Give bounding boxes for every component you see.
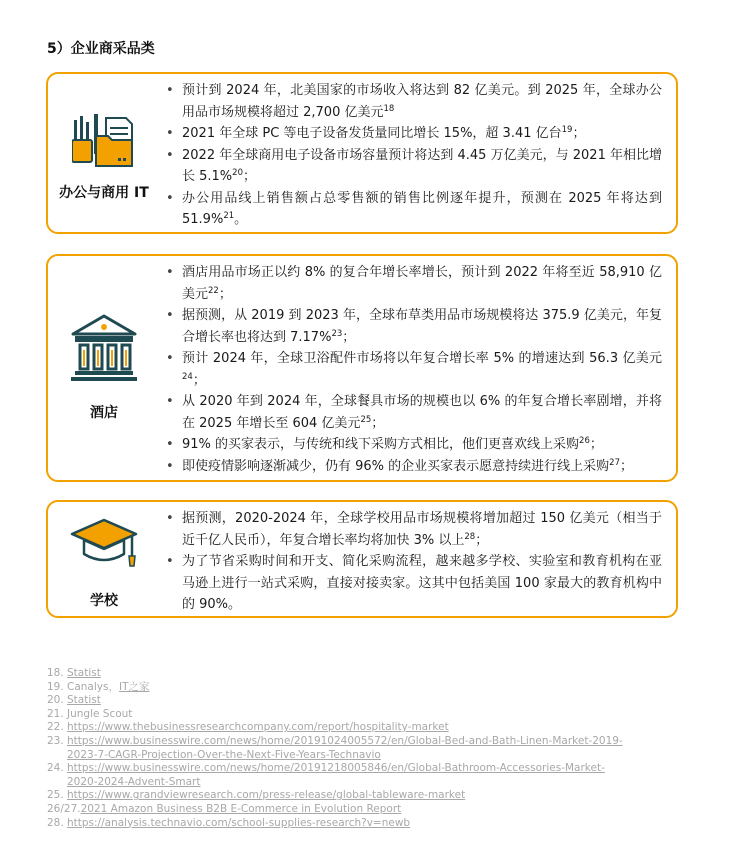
footnote-link[interactable]: https://www.businesswire.com/news/home/20191218005846/en/Global-Bathroom-Accessories-Market-: [67, 762, 605, 775]
footnote-link[interactable]: IT之家: [118, 680, 150, 693]
graduation-cap-icon: [66, 516, 142, 576]
list-item: • 2021 年全球 PC 等电子设备发货量同比增长 15%，超 3.41 亿台$^{19}$；: [166, 123, 662, 145]
footnote-link-continued[interactable]: 2023-7-CAGR-Projection-Over-the-Next-Five-Years-Technavio: [67, 748, 381, 761]
footnote-ref: 22: [208, 285, 219, 296]
footnote-link[interactable]: Statist: [67, 667, 101, 679]
footnote-link[interactable]: https://analysis.technavio.com/school-supplies-research?v=newb: [67, 816, 411, 829]
footnote: 22. https://www.thebusinessresearchcompany.com/report/hospitality-market: [47, 721, 449, 734]
footnote: 21. Jungle Scout: [47, 707, 133, 720]
footnote-ref: 27: [609, 457, 620, 468]
list-item: • 办公用品线上销售额占总零售额的销售比例逐年提升，预测在 2025 年将达到 51.9%$^{21}$。: [166, 188, 662, 231]
footnote: 26/27.2021 Amazon Business B2B E-Commerce in Evolution Report: [47, 802, 402, 815]
list-item: • 预计到 2024 年，北美国家的市场收入将达到 82 亿美元。到 2025 年，全球办公用品市场规模将超过 2,700 亿美元$^{18}$: [166, 80, 662, 123]
footnote-ref: 26: [579, 436, 590, 446]
bullet-list: [166, 80, 662, 231]
category-card-hotel: [46, 254, 678, 482]
footnote-link[interactable]: https://www.grandviewresearch.com/press-release/global-tableware-market: [67, 789, 466, 802]
footnote-link[interactable]: 2021 Amazon Business B2B E-Commerce in Evolution Report: [80, 802, 402, 815]
bullet-list: [166, 508, 662, 616]
category-label-column: [48, 74, 160, 232]
category-label: 学校: [90, 593, 118, 609]
section-heading: 5）企业商采品类: [47, 41, 155, 57]
list-item: • 预计 2024 年，全球卫浴配件市场将以年复合增长率 5% 的增速达到 56.3 亿美元$^{24}$；: [166, 348, 662, 391]
list-item: • 从 2020 年到 2024 年，全球餐具市场的规模也以 6% 的年复合增长率剧增，并将在 2025 年增长至 604 亿美元$^{25}$；: [166, 391, 662, 434]
category-label-column: [48, 502, 160, 616]
footnote-link[interactable]: Statist: [67, 694, 101, 707]
footnote: 18. Statist: [47, 667, 101, 679]
list-item: • 91% 的买家表示，与传统和线下采购方式相比，他们更喜欢线上采购$^{26}$；: [166, 434, 662, 456]
footnote-link-continued[interactable]: 2020-2024-Advent-Smart: [67, 775, 201, 788]
list-item: • 酒店用品市场正以约 8% 的复合年增长率增长，预计到 2022 年将至近 58,910 亿美元$^{22}$；: [166, 262, 662, 305]
footnote: 24. https://www.businesswire.com/news/home/20191218005846/en/Global-Bathroom-Accessories-Market- 2020-2024-Advent-Smart: [47, 762, 687, 789]
footnote-link[interactable]: https://www.businesswire.com/news/home/20191024005572/en/Global-Bed-and-Bath-Linen-Market-2019-: [67, 734, 623, 747]
category-card-office-it: [46, 72, 678, 234]
list-item: • 2022 年全球商用电子设备市场容量预计将达到 4.45 万亿美元，与 2021 年相比增长 5.1%$^{20}$；: [166, 145, 662, 188]
footnote-ref: 25: [360, 414, 372, 425]
footnote: 20. Statist: [47, 694, 101, 707]
bullet-list: [166, 262, 662, 477]
footnote: 19. Canalys，IT之家: [47, 680, 150, 693]
list-item: • 据预测，从 2019 到 2023 年，全球布草类用品市场规模将达 375.9 亿美元，年复合增长率也将达到 7.17%$^{23}$；: [166, 305, 662, 348]
footnote-link[interactable]: https://www.thebusinessresearchcompany.com/report/hospitality-market: [67, 721, 449, 734]
footnote-ref: 21: [223, 211, 235, 221]
footnote-ref: 19: [561, 125, 573, 135]
category-label: 办公与商用 IT: [59, 185, 149, 201]
footnote-ref: 23: [331, 328, 343, 339]
footnote-ref: 28: [464, 531, 476, 542]
list-item: • 据预测，2020-2024 年，全球学校用品市场规模将增加超过 150 亿美元（相当于近千亿人民币），年复合增长率均将加快 3% 以上$^{28}$；: [166, 508, 662, 551]
category-label-column: [48, 256, 160, 480]
category-card-school: [46, 500, 678, 618]
footnotes: [47, 667, 687, 830]
footnote-ref: 20: [232, 168, 243, 178]
category-label: 酒店: [90, 405, 118, 421]
list-item: • 为了节省采购时间和开支、简化采购流程，越来越多学校、实验室和教育机构在亚马逊上进行一站式采购，直接对接卖家。这其中包括美国 100 家最大的教育机构中的 90%。: [166, 551, 662, 616]
office-supplies-icon: [66, 110, 142, 174]
footnote: 28. https://analysis.technavio.com/school-supplies-research?v=newb: [47, 816, 411, 829]
list-item: • 即使疫情影响逐渐减少，仍有 96% 的企业买家表示愿意持续进行线上采购$^{27}$；: [166, 456, 662, 478]
footnote-ref: 24: [182, 371, 193, 382]
building-columns-icon: [66, 314, 142, 386]
footnote: 23. https://www.businesswire.com/news/home/20191024005572/en/Global-Bed-and-Bath-Linen-Market-2019- 2023-7-CAGR-Projection-Over-the-Next-Five-Years-Technavio: [47, 735, 687, 762]
footnote-ref: 18: [383, 103, 395, 114]
footnote: 25. https://www.grandviewresearch.com/press-release/global-tableware-market: [47, 789, 466, 802]
